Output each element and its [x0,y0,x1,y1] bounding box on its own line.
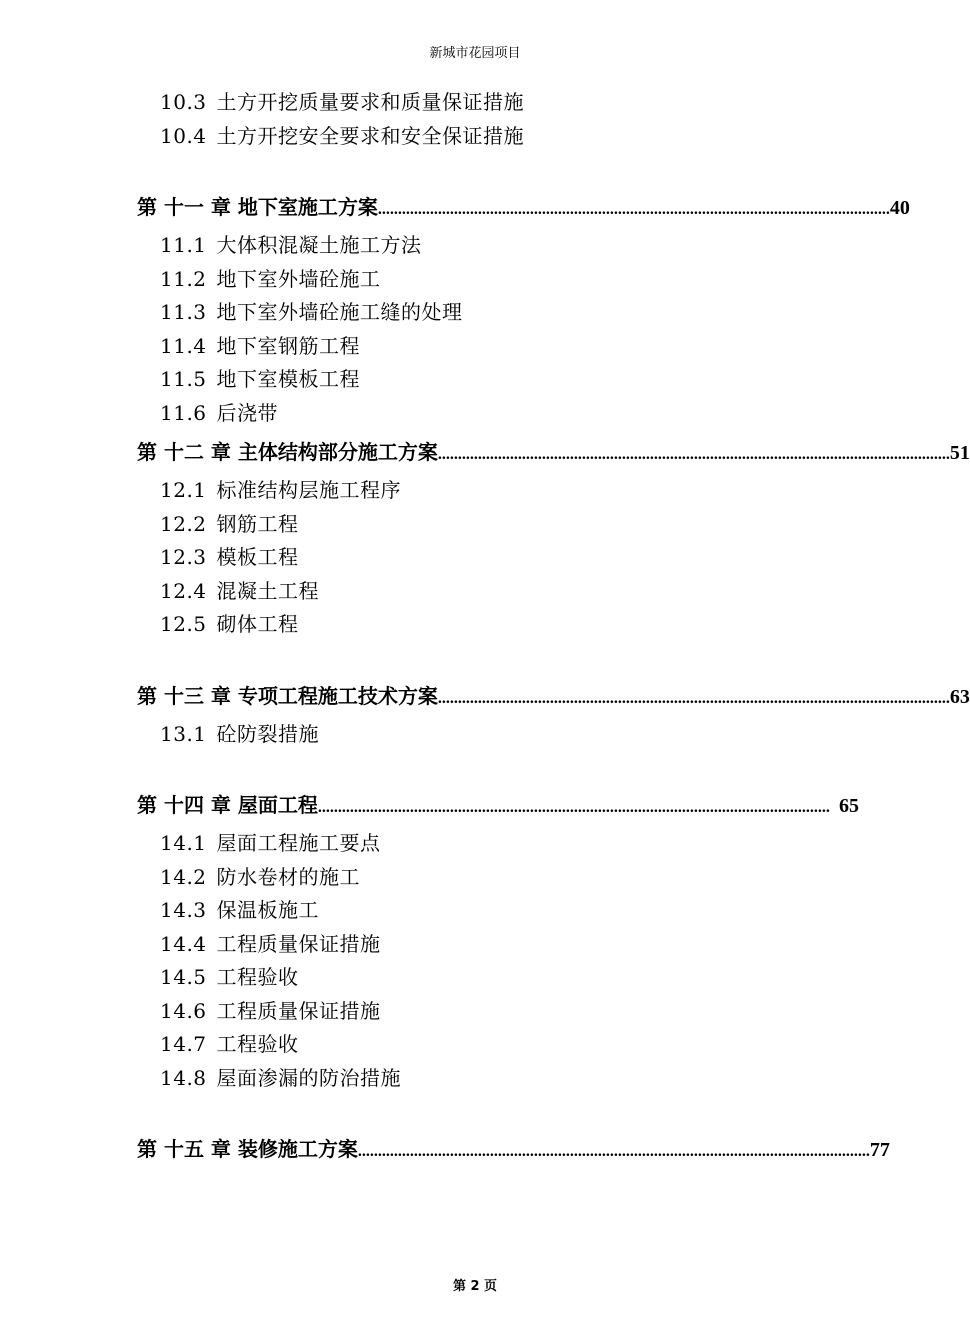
toc-item[interactable] [0,1028,950,1062]
toc-item[interactable] [0,120,950,154]
toc-item[interactable] [0,575,950,609]
toc-item[interactable] [0,296,950,330]
toc-item-number: 14.5 [160,965,207,989]
toc-item-number: 14.1 [160,831,207,855]
toc-item-text: 模板工程 [216,545,299,569]
toc-chapter-title: 第 十一 章 地下室施工方案 [137,195,378,219]
leader-dots: ................................................................................................................................ [437,446,950,463]
leader-dots: ................................................................................................................................ [317,799,830,816]
toc-item[interactable] [0,263,950,297]
toc-item-number: 11.5 [160,367,207,391]
toc-chapter-page: 77 [869,1139,890,1161]
toc-item-text: 地下室钢筋工程 [216,333,361,358]
toc-item-text: 钢筋工程 [216,511,299,536]
toc-item-text: 地下室外墙砼施工 [216,266,381,291]
page-footer: 第 2 页 [452,1279,498,1294]
toc-item-number: 12.1 [160,478,207,502]
toc-item-number: 14.8 [160,1065,207,1090]
toc-item-text: 工程质量保证措施 [216,931,381,956]
toc-chapter[interactable] [137,185,910,229]
leader-dots: ................................................................................................................................ [377,201,890,218]
toc-item-text: 工程验收 [216,965,299,989]
toc-chapter[interactable] [137,430,970,474]
toc-item-number: 11.6 [160,400,207,425]
toc-item-text: 土方开挖质量要求和质量保证措施 [216,90,525,114]
toc-chapter-page: 40 [889,197,910,219]
toc-item-number: 13.1 [160,721,207,746]
toc-item[interactable] [0,541,950,575]
toc-chapter-title: 第 十四 章 屋面工程 [137,793,318,817]
toc-item[interactable] [0,330,950,364]
toc-item-number: 14.4 [160,931,207,956]
toc-chapter-title: 第 十三 章 专项工程施工技术方案 [137,683,438,708]
toc-item[interactable] [0,827,950,861]
toc-item[interactable] [0,718,950,752]
toc-chapter-title: 第 十五 章 装修施工方案 [137,1137,358,1161]
toc-chapter-page: 51 [949,442,970,464]
toc-item[interactable] [0,894,950,928]
toc-item[interactable] [0,928,950,962]
page-header: 新城市花园项目 [429,46,521,61]
toc-item-number: 12.2 [160,511,207,536]
toc-item-text: 工程质量保证措施 [216,998,381,1023]
table-of-contents [0,86,970,1171]
toc-item-text: 标准结构层施工程序 [216,478,402,502]
toc-item[interactable] [0,363,950,397]
toc-chapter[interactable] [137,783,859,827]
toc-chapter-title: 第 十二 章 主体结构部分施工方案 [137,440,438,464]
toc-item[interactable] [0,861,950,895]
toc-item[interactable] [0,608,950,642]
toc-item[interactable] [0,995,950,1029]
toc-item-text: 砌体工程 [216,612,299,636]
toc-item-text: 防水卷材的施工 [216,864,361,889]
toc-item-number: 10.3 [160,90,207,114]
toc-item-text: 屋面渗漏的防治措施 [216,1065,402,1090]
toc-item[interactable] [0,508,950,542]
toc-item-text: 大体积混凝土施工方法 [216,233,422,257]
toc-item-number: 11.2 [160,266,207,291]
toc-item-number: 12.5 [160,612,207,636]
toc-item-number: 11.1 [160,233,207,257]
toc-item[interactable] [0,86,950,120]
toc-item[interactable] [0,1062,950,1096]
toc-item[interactable] [0,397,950,431]
toc-item-number: 14.3 [160,898,207,922]
toc-item-number: 14.6 [160,998,207,1023]
toc-item-text: 后浇带 [216,400,279,425]
toc-item-text: 地下室外墙砼施工缝的处理 [216,300,463,324]
toc-item-number: 12.3 [160,545,207,569]
toc-item-text: 土方开挖安全要求和安全保证措施 [216,123,525,148]
toc-chapter[interactable] [137,1127,890,1171]
toc-item-number: 14.7 [160,1032,207,1056]
toc-item-number: 11.3 [160,300,207,324]
toc-item[interactable] [0,474,950,508]
toc-chapter-page: 65 [839,795,859,817]
toc-item-text: 保温板施工 [216,898,320,922]
toc-item-text: 混凝土工程 [216,578,320,603]
toc-item-text: 屋面工程施工要点 [216,831,381,855]
toc-item[interactable] [0,961,950,995]
leader-dots: ................................................................................................................................ [437,689,950,707]
toc-item-text: 工程验收 [216,1032,299,1056]
toc-item-number: 11.4 [160,333,207,358]
toc-item-number: 12.4 [160,578,207,603]
toc-item[interactable] [0,229,950,263]
leader-dots: ................................................................................................................................ [357,1143,870,1160]
toc-chapter[interactable] [137,674,970,718]
toc-chapter-page: 63 [949,685,970,708]
toc-item-number: 14.2 [160,864,207,889]
toc-item-text: 砼防裂措施 [216,721,320,746]
toc-item-text: 地下室模板工程 [216,367,361,391]
toc-item-number: 10.4 [160,123,207,148]
